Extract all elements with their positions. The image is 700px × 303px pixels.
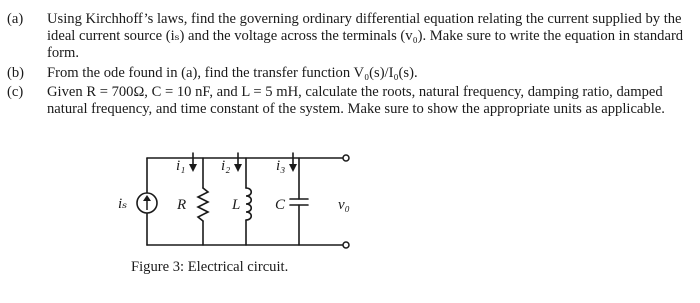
terminal-top (343, 155, 349, 161)
question-c-label: (c) (7, 84, 24, 100)
inductor-symbol (246, 188, 251, 220)
question-b-text: From the ode found in (a), find the transfer function V₀(s)/I₀(s). (47, 65, 418, 81)
output-voltage-label: v₀ (338, 197, 350, 213)
question-b-label: (b) (7, 65, 25, 81)
inductor-label: L (232, 197, 241, 213)
arrowhead-i1 (189, 164, 197, 172)
current-label-i1: i₁ (176, 158, 186, 174)
arrowhead-i3 (289, 164, 297, 172)
current-label-i3: i₃ (276, 158, 286, 174)
question-a-text: Using Kirchhoff’s laws, find the governing ordinary differential equation relating the current supplied by the ideal current source (iₛ) and the voltage across the terminals (v₀). Make sure to write the equation in standard form. (47, 11, 684, 62)
question-c-text: Given R = 700Ω, C = 10 nF, and L = 5 mH, calculate the roots, natural frequency, damping ratio, damped natural frequency, and time constant of the system. Make sure to show the appropriate units as applicable. (47, 84, 665, 118)
arrowhead-i2 (234, 164, 242, 172)
capacitor-label: C (275, 197, 286, 213)
figure-caption: Figure 3: Electrical circuit. (131, 259, 289, 275)
resistor-label: R (177, 197, 187, 213)
resistor-symbol (198, 188, 208, 221)
current-label-i2: i₂ (221, 158, 231, 174)
terminal-bottom (343, 242, 349, 248)
question-a-label: (a) (7, 11, 24, 27)
source-label: iₛ (118, 196, 128, 212)
